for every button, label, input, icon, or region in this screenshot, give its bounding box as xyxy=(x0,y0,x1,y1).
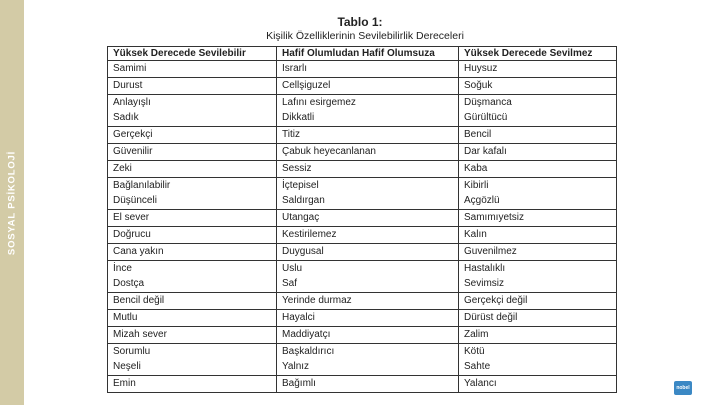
table-cell xyxy=(277,343,459,376)
table-row xyxy=(108,293,617,310)
table-row xyxy=(108,376,617,393)
column-header-likable: Yüksek Derecede Sevilebilir xyxy=(108,47,277,61)
cell-text: Kötü xyxy=(464,345,485,357)
table-cell xyxy=(459,243,617,260)
cell-text: Maddiyatçı xyxy=(282,328,331,340)
table-cell xyxy=(108,61,277,78)
cell-text: Durust xyxy=(113,79,143,91)
cell-text: Kalın xyxy=(464,228,487,240)
table-cell xyxy=(459,293,617,310)
table-cell xyxy=(459,77,617,94)
table-cell xyxy=(459,210,617,227)
table-cell xyxy=(277,226,459,243)
table-cell xyxy=(459,343,617,376)
table-cell xyxy=(108,94,277,127)
table-cell xyxy=(108,210,277,227)
traits-table xyxy=(107,46,617,393)
cell-text: Güvenilir xyxy=(113,145,153,157)
cell-text: Zeki xyxy=(113,162,132,174)
table-row xyxy=(108,210,617,227)
table-row xyxy=(108,61,617,78)
cell-text: Kestirilemez xyxy=(282,228,337,240)
cell-text: Hastalıklı xyxy=(464,262,506,274)
cell-text: Gerçekçi xyxy=(113,129,153,141)
table-cell xyxy=(277,77,459,94)
table-row xyxy=(108,243,617,260)
cell-text: Cana yakın xyxy=(113,245,164,257)
cell-text: Başkaldırıcı xyxy=(282,345,335,357)
cell-text: İçtepisel xyxy=(282,179,319,191)
cell-text: Dikkatli xyxy=(282,112,315,124)
cell-text: Düşünceli xyxy=(113,195,157,207)
cell-text: Israrlı xyxy=(282,63,307,74)
cell-text: Bencil xyxy=(464,129,492,141)
table-cell xyxy=(277,210,459,227)
cell-text: Soğuk xyxy=(464,79,493,91)
table-cell xyxy=(108,326,277,343)
sidebar-strip xyxy=(0,0,24,405)
table-row xyxy=(108,343,617,376)
table-cell xyxy=(459,326,617,343)
cell-text: Cellşiguzel xyxy=(282,79,331,91)
cell-text: Yalancı xyxy=(464,378,497,390)
cell-text: Huysuz xyxy=(464,63,498,74)
table-row xyxy=(108,143,617,160)
cell-text: Düşmanca xyxy=(464,96,512,108)
table-cell xyxy=(459,61,617,78)
sidebar-label: SOSYAL PSİKOLOJİ xyxy=(6,150,18,256)
cell-text: Samımıyetsiz xyxy=(464,212,525,224)
cell-text: Sadık xyxy=(113,112,139,124)
table-cell xyxy=(277,61,459,78)
table-cell xyxy=(108,160,277,177)
table-cell xyxy=(459,260,617,293)
cell-text: Lafını esirgemez xyxy=(282,96,356,108)
cell-text: Sevimsiz xyxy=(464,278,505,290)
cell-text: El sever xyxy=(113,212,150,224)
table-row xyxy=(108,309,617,326)
table-cell xyxy=(108,177,277,210)
table-title: Tablo 1: xyxy=(337,15,383,29)
cell-text: Çabuk heyecanlanan xyxy=(282,145,376,157)
table-cell xyxy=(108,77,277,94)
cell-text: Yerinde durmaz xyxy=(282,295,352,307)
cell-text: Emin xyxy=(113,378,136,390)
table-cell xyxy=(459,177,617,210)
cell-text: Gerçekçi değil xyxy=(464,295,528,307)
table-row xyxy=(108,160,617,177)
table-cell xyxy=(459,376,617,393)
table-row xyxy=(108,326,617,343)
table-cell xyxy=(277,309,459,326)
cell-text: Sessiz xyxy=(282,162,312,174)
cell-text: Utangaç xyxy=(282,212,320,224)
table-row xyxy=(108,177,617,210)
table-cell xyxy=(108,226,277,243)
table-subtitle: Kişilik Özelliklerinin Sevilebilirlik Dereceleri xyxy=(266,30,464,42)
table-row xyxy=(108,226,617,243)
table-cell xyxy=(277,293,459,310)
cell-text: Kaba xyxy=(464,162,488,174)
table-row xyxy=(108,260,617,293)
cell-text: Gürültücü xyxy=(464,112,508,124)
cell-text: Doğrucu xyxy=(113,228,151,240)
cell-text: Titiz xyxy=(282,129,300,141)
table-cell xyxy=(459,226,617,243)
cell-text: Uslu xyxy=(282,262,303,274)
table-cell xyxy=(277,177,459,210)
table-cell xyxy=(277,326,459,343)
cell-text: Açgözlü xyxy=(464,195,500,207)
table-body xyxy=(108,61,617,393)
cell-text: Bencil değil xyxy=(113,295,165,307)
table-cell xyxy=(277,127,459,144)
cell-text: Kibirli xyxy=(464,179,489,191)
column-header-unlikable: Yüksek Derecede Sevilmez xyxy=(459,47,617,61)
table-cell xyxy=(108,309,277,326)
cell-text: Duygusal xyxy=(282,245,324,257)
table-cell xyxy=(459,309,617,326)
table-header-row xyxy=(108,47,617,61)
table-row xyxy=(108,77,617,94)
table-cell xyxy=(108,243,277,260)
cell-text: Samimi xyxy=(113,63,147,74)
table-cell xyxy=(459,127,617,144)
table-cell xyxy=(277,94,459,127)
table-cell xyxy=(459,160,617,177)
cell-text: Bağımlı xyxy=(282,378,316,390)
column-header-neutral: Hafif Olumludan Hafif Olumsuza xyxy=(277,47,459,61)
cell-text: Dürüst değil xyxy=(464,311,518,323)
cell-text: Mutlu xyxy=(113,311,138,323)
table-cell xyxy=(277,376,459,393)
cell-text: Yalnız xyxy=(282,361,310,373)
cell-text: Bağlanılabilir xyxy=(113,179,171,191)
table-row xyxy=(108,127,617,144)
cell-text: İnce xyxy=(113,262,132,274)
cell-text: Guvenilmez xyxy=(464,245,517,257)
cell-text: Saldırgan xyxy=(282,195,325,207)
cell-text: Sorumlu xyxy=(113,345,151,357)
table-cell xyxy=(459,94,617,127)
cell-text: Anlayışlı xyxy=(113,96,151,108)
cell-text: Saf xyxy=(282,278,298,290)
cell-text: Dar kafalı xyxy=(464,145,507,157)
table-cell xyxy=(277,260,459,293)
cell-text: Neşeli xyxy=(113,361,141,373)
cell-text: Dostça xyxy=(113,278,145,290)
table-cell xyxy=(277,143,459,160)
table-cell xyxy=(108,343,277,376)
table-cell xyxy=(277,243,459,260)
table-cell xyxy=(108,127,277,144)
cell-text: Hayalci xyxy=(282,311,315,323)
table-cell xyxy=(108,260,277,293)
table-cell xyxy=(108,143,277,160)
table-cell xyxy=(459,143,617,160)
table-cell xyxy=(108,376,277,393)
table-cell xyxy=(277,160,459,177)
table-row xyxy=(108,94,617,127)
cell-text: Mizah sever xyxy=(113,328,167,340)
cell-text: Sahte xyxy=(464,361,491,373)
publisher-logo: nobel xyxy=(674,381,692,395)
cell-text: Zalim xyxy=(464,328,489,340)
table-cell xyxy=(108,293,277,310)
